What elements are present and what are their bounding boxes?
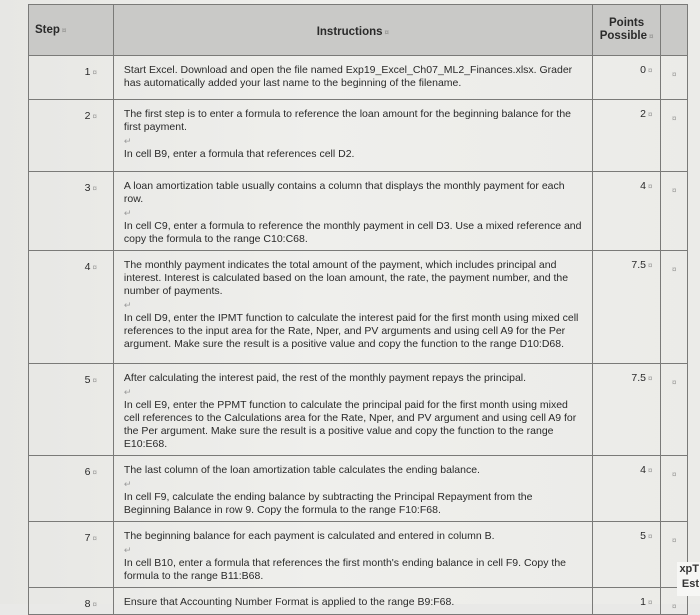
instruction-intro: The monthly payment indicates the total amount of the payment, which includes principal and interest. Interest is calculated based on the loan amount, the rate, the payment number, and the number of payments. <box>123 259 569 297</box>
row-end-cell: ¤ <box>661 251 688 364</box>
row-end-cell: ¤ <box>661 364 688 456</box>
instruction-task: In cell B10, enter a formula that references the first month's ending balance in cell F9. Copy the formula to the range B11:B68. <box>123 557 566 582</box>
header-row <box>29 5 688 56</box>
header-end-cell <box>661 5 688 56</box>
table-row <box>29 56 688 100</box>
side-window-text-1: xpT <box>679 563 699 575</box>
points-possible: 7.5 ¤ <box>592 364 661 456</box>
instruction-cell: The first step is to enter a formula to reference the loan amount for the beginning balance for the first payment. ↵ In cell B9, enter a formula that references cell D2. <box>113 100 592 172</box>
step-number-text: 1 <box>84 66 91 78</box>
instruction-intro: The first step is to enter a formula to reference the loan amount for the beginning balance for the first payment. <box>123 108 572 133</box>
step-number: 7 ¤ <box>29 522 114 588</box>
step-number: 1 ¤ <box>29 56 114 100</box>
side-window-edge <box>677 562 700 596</box>
table-row <box>29 100 688 172</box>
instruction-cell: The last column of the loan amortization table calculates the ending balance. ↵ In cell F9, calculate the ending balance by subtracting the Principal Repayment from the Beginning Balance in row 9. Copy the formula to the range F10:F68. <box>113 456 592 522</box>
points-value: 7.5 <box>631 372 646 384</box>
table-row <box>29 364 688 456</box>
instruction-task: In cell E9, enter the PPMT function to calculate the principal paid for the first month using mixed cell references to the Calculations area for the Rate, Nper, and PV argument and using cell A9 for the Per argument. Make sure the result is a positive value and copy the function to the range E10:E68. <box>123 399 577 450</box>
instruction-cell: After calculating the interest paid, the rest of the monthly payment repays the principal. ↵ In cell E9, enter the PPMT function to calculate the principal paid for the first month using mixed cell references to the Calculations area for the Rate, Nper, and PV argument and using cell A9 for the Per argument. Make sure the result is a positive value and copy the function to the range E10:E68. <box>113 364 592 456</box>
row-end-cell: ¤ <box>661 522 688 588</box>
instruction-intro: The beginning balance for each payment is calculated and entered in column B. <box>123 530 495 542</box>
row-end-cell: ¤ <box>661 588 688 615</box>
step-number: 6 ¤ <box>29 456 114 522</box>
points-possible: 2 ¤ <box>592 100 661 172</box>
instruction-task: In cell F9, calculate the ending balance by subtracting the Principal Repayment from the Beginning Balance in row 9. Copy the formula to the range F10:F68. <box>123 491 533 516</box>
instruction-intro: Ensure that Accounting Number Format is applied to the range B9:F68. <box>123 596 455 608</box>
step-number-text: 2 <box>84 110 91 122</box>
table-row <box>29 588 688 615</box>
instruction-intro: Start Excel. Download and open the file named Exp19_Excel_Ch07_ML2_Finances.xlsx. Grader has automatically added your last name to the beginning of the filename. <box>123 64 573 89</box>
points-possible: 4 ¤ <box>592 456 661 522</box>
header-instructions: Instructions ¤ <box>113 5 592 56</box>
instruction-cell <box>113 588 592 615</box>
points-possible: 5 ¤ <box>592 522 661 588</box>
instruction-intro: The last column of the loan amortization table calculates the ending balance. <box>123 464 480 476</box>
points-value: 7.5 <box>631 259 646 271</box>
points-possible: 0 ¤ <box>592 56 661 100</box>
table-row <box>29 251 688 364</box>
step-number: 2 ¤ <box>29 100 114 172</box>
points-value: 5 <box>640 530 646 542</box>
step-number-text: 4 <box>84 261 91 273</box>
table-row <box>29 172 688 251</box>
instruction-cell <box>113 56 592 100</box>
step-number: 4 ¤ <box>29 251 114 364</box>
step-number: 5 ¤ <box>29 364 114 456</box>
table-row <box>29 522 688 588</box>
row-end-cell: ¤ <box>661 56 688 100</box>
step-number-text: 8 <box>84 598 91 610</box>
step-number: 3 ¤ <box>29 172 114 251</box>
points-value: 4 <box>640 180 646 192</box>
header-step: Step ¤ <box>29 5 114 56</box>
points-possible: 1 ¤ <box>592 588 661 615</box>
side-window-text-2: Est <box>681 578 699 590</box>
header-points-possible: Points Possible ¤ <box>592 5 661 56</box>
instruction-cell: A loan amortization table usually contains a column that displays the monthly payment for each row. ↵ In cell C9, enter a formula to reference the monthly payment in cell D3. Use a mixed reference and copy the formula to the range C10:C68. <box>113 172 592 251</box>
instructions-table <box>28 4 688 615</box>
points-possible: 4 ¤ <box>592 172 661 251</box>
step-number-text: 7 <box>84 532 91 544</box>
points-value: 2 <box>640 108 646 120</box>
points-value: 4 <box>640 464 646 476</box>
step-number-text: 5 <box>84 374 91 386</box>
instruction-intro: A loan amortization table usually contains a column that displays the monthly payment for each row. <box>123 180 565 205</box>
instruction-task: In cell C9, enter a formula to reference the monthly payment in cell D3. Use a mixed reference and copy the formula to the range C10:C68. <box>123 220 582 245</box>
instruction-cell: The monthly payment indicates the total amount of the payment, which includes principal and interest. Interest is calculated based on the loan amount, the rate, the payment number, and the number of payments. ↵ In cell D9, enter the IPMT function to calculate the interest paid for the first month using mixed cell references to the input area for the Rate, Nper, and PV arguments and using cell A9 for the Per argument. Make sure the result is a positive value and copy the function to the range D10:D68. <box>113 251 592 364</box>
instruction-intro: After calculating the interest paid, the rest of the monthly payment repays the principal. <box>123 372 527 384</box>
step-number-text: 3 <box>84 182 91 194</box>
step-number-text: 6 <box>84 466 91 478</box>
step-number: 8 ¤ <box>29 588 114 615</box>
row-end-cell: ¤ <box>661 172 688 251</box>
instruction-task: In cell D9, enter the IPMT function to calculate the interest paid for the first month using mixed cell references to the input area for the Rate, Nper, and PV arguments and using cell A9 for the Per argument. Make sure the result is a positive value and copy the function to the range D10:D68. <box>123 312 579 350</box>
points-value: 0 <box>640 64 646 76</box>
instruction-task: In cell B9, enter a formula that references cell D2. <box>123 148 355 160</box>
table-row <box>29 456 688 522</box>
row-end-cell: ¤ <box>661 100 688 172</box>
points-value: 1 <box>640 596 646 608</box>
instruction-cell: The beginning balance for each payment is calculated and entered in column B. ↵ In cell B10, enter a formula that references the first month's ending balance in cell F9. Copy the formula to the range B11:B68. <box>113 522 592 588</box>
row-end-cell: ¤ <box>661 456 688 522</box>
points-possible: 7.5 ¤ <box>592 251 661 364</box>
